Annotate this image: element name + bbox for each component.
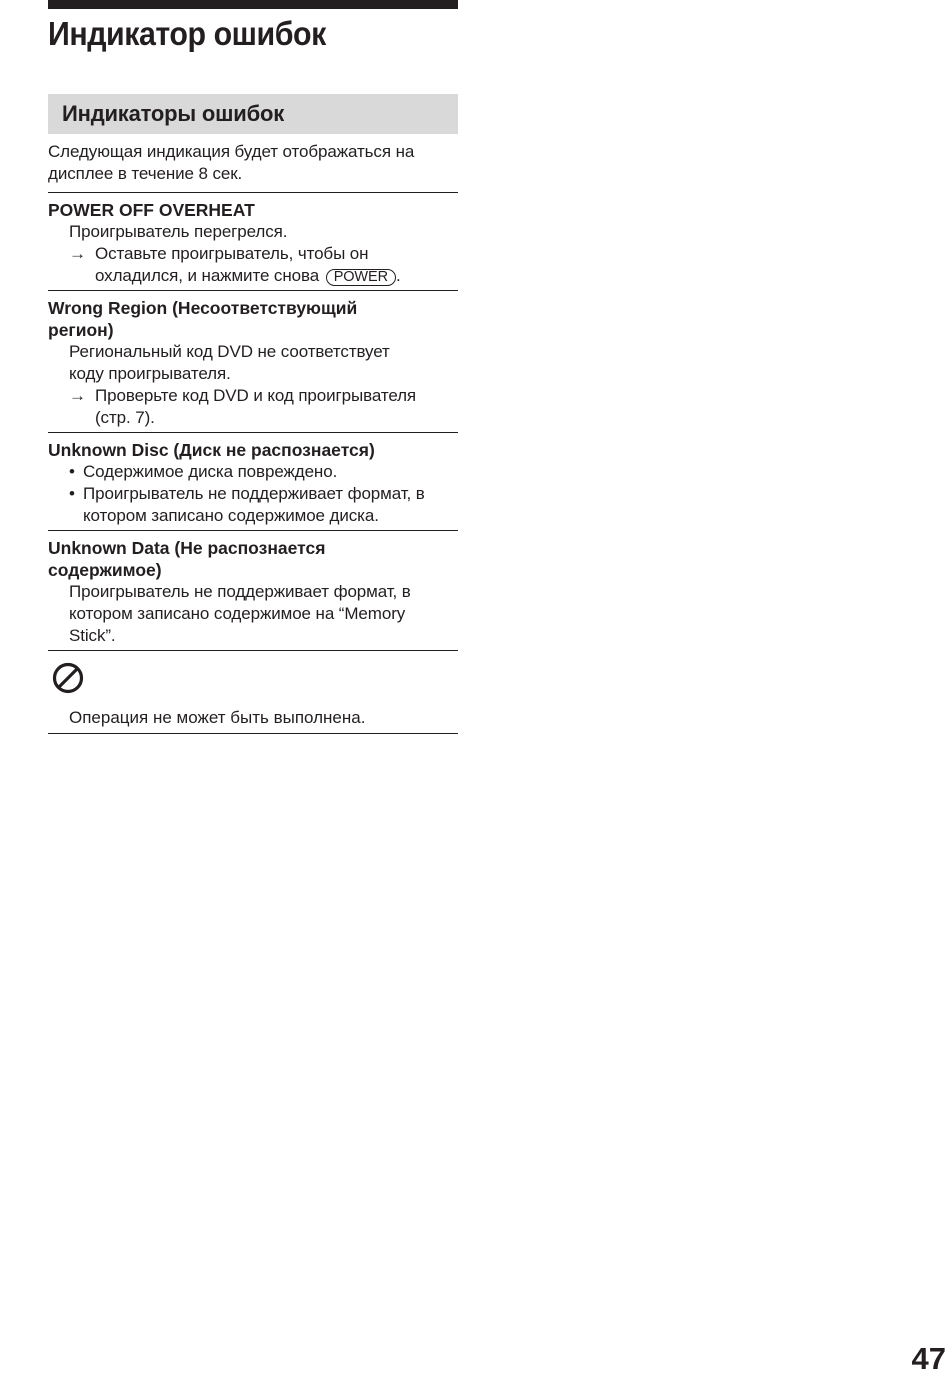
entry-body xyxy=(48,581,458,647)
intro-line: дисплее в течение 8 сек. xyxy=(48,164,243,183)
bullet-icon: • xyxy=(69,462,75,481)
intro-line: Следующая индикация будет отображаться на xyxy=(48,142,415,161)
intro-text xyxy=(48,141,458,185)
error-entry-power-off-overheat xyxy=(48,193,458,290)
bullet-text: котором записано содержимое диска. xyxy=(83,506,379,525)
entry-action xyxy=(69,385,458,429)
entry-description: Проигрыватель перегрелся. xyxy=(69,222,288,241)
entry-title-line: Unknown Data (Не распознается xyxy=(48,538,326,558)
action-line xyxy=(95,265,458,287)
section-title: Индикаторы ошибок xyxy=(62,101,285,126)
entry-description: котором записано содержимое на “Memory xyxy=(69,604,406,623)
action-line: (стр. 7). xyxy=(95,408,155,427)
prohibited-icon xyxy=(51,661,85,695)
error-entry-prohibited xyxy=(48,651,458,733)
arrow-right-icon: → xyxy=(69,244,86,263)
action-text-end: . xyxy=(395,266,401,285)
arrow-right-icon: → xyxy=(69,386,86,405)
header-bar xyxy=(48,0,458,9)
section-header xyxy=(48,94,458,134)
error-entry-wrong-region xyxy=(48,291,458,432)
bullet-text: Проигрыватель не поддерживает формат, в xyxy=(83,484,425,503)
action-line: Оставьте проигрыватель, чтобы он xyxy=(95,244,369,263)
entry-title: POWER OFF OVERHEAT xyxy=(48,200,255,220)
entry-title-line: содержимое) xyxy=(48,560,162,580)
divider xyxy=(48,733,458,734)
entry-title xyxy=(48,537,458,581)
entry-body xyxy=(48,461,458,527)
entry-title xyxy=(48,297,458,341)
prohibited-text: Операция не может быть выполнена. xyxy=(69,708,366,727)
power-key-label: POWER xyxy=(326,269,396,286)
page-column xyxy=(48,0,458,734)
bullet-item xyxy=(69,483,458,527)
entry-title-line: Wrong Region (Несоответствующий xyxy=(48,298,358,318)
entry-description: Stick”. xyxy=(69,626,116,645)
entry-description: Проигрыватель не поддерживает формат, в xyxy=(69,582,411,601)
entry-body xyxy=(48,221,458,287)
error-entry-unknown-data xyxy=(48,531,458,650)
entry-description: коду проигрывателя. xyxy=(69,364,231,383)
entry-body xyxy=(48,341,458,429)
entry-action xyxy=(69,243,458,287)
bullet-item xyxy=(69,461,458,483)
entry-title-line: регион) xyxy=(48,320,114,340)
bullet-text: Содержимое диска повреждено. xyxy=(83,462,338,481)
entry-description: Региональный код DVD не соответствует xyxy=(69,342,390,361)
page-title: Индикатор ошибок xyxy=(48,15,326,52)
entry-title: Unknown Disc (Диск не распознается) xyxy=(48,440,375,460)
error-entry-unknown-disc xyxy=(48,433,458,530)
bullet-icon: • xyxy=(69,484,75,503)
action-text: охладился, и нажмите снова xyxy=(95,266,320,285)
action-line: Проверьте код DVD и код проигрывателя xyxy=(95,386,417,405)
page-number: 47 xyxy=(911,1341,946,1376)
